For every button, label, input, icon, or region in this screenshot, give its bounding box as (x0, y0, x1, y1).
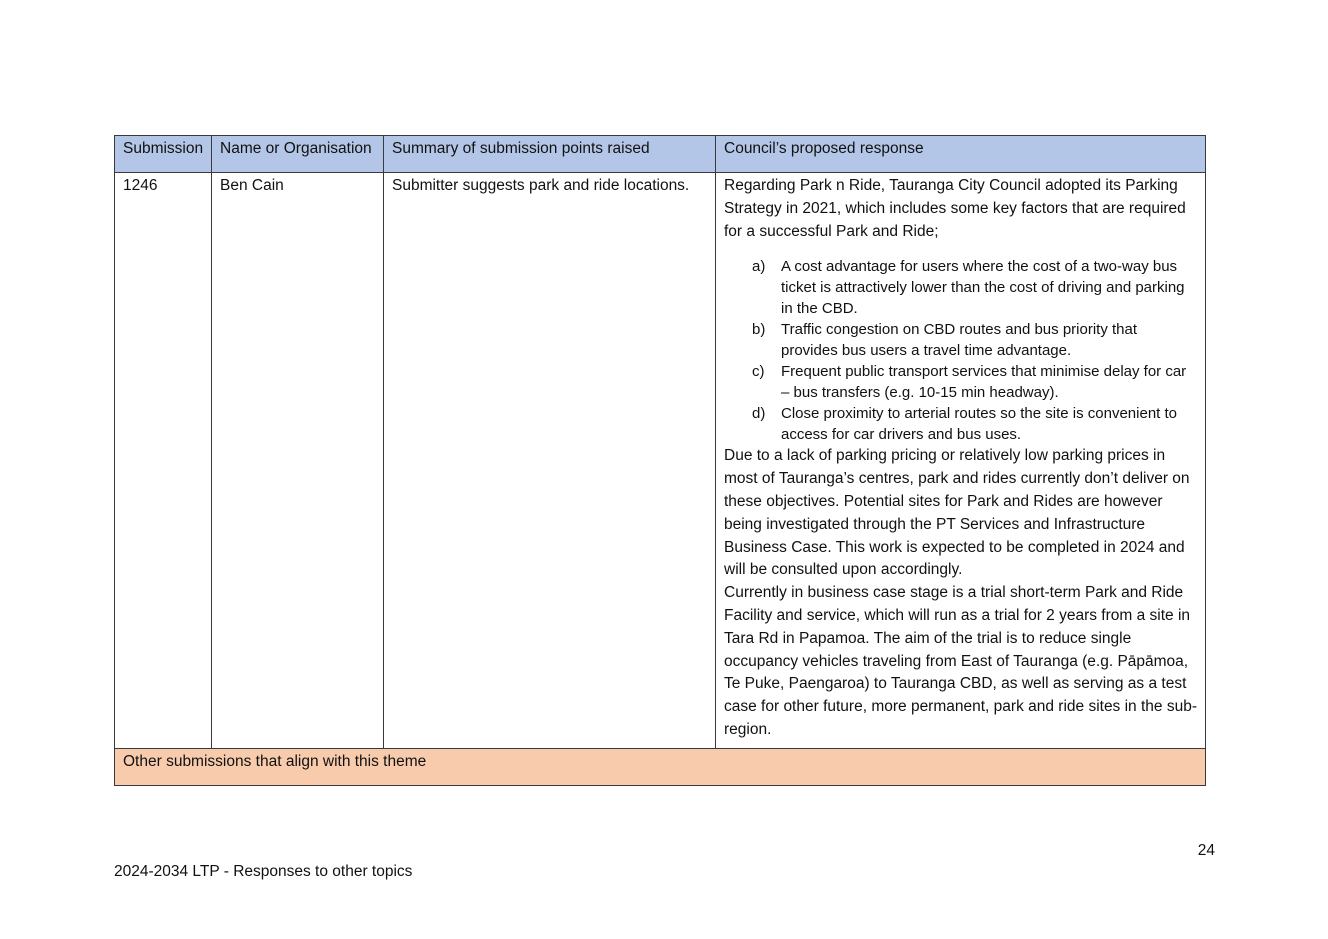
cell-submitter-name: Ben Cain (212, 173, 384, 749)
cell-submission-summary: Submitter suggests park and ride locations. (384, 173, 716, 749)
theme-row-label: Other submissions that align with this theme (115, 748, 1206, 785)
list-marker: a) (752, 258, 766, 276)
list-item (724, 403, 1197, 445)
list-item-text: Frequent public transport services that minimise delay for car – bus transfers (e.g. 10-15 min headway). (781, 363, 1187, 402)
cell-submission-number: 1246 (115, 173, 212, 749)
submissions-table (114, 135, 1206, 786)
response-factor-list (724, 256, 1197, 445)
header-summary: Summary of submission points raised (384, 136, 716, 173)
list-item (724, 361, 1197, 403)
list-item-text: A cost advantage for users where the cost of a two-way bus ticket is attractively lower than the cost of driving and parking in the CBD. (781, 258, 1185, 318)
response-paragraph-2: Due to a lack of parking pricing or relatively low parking prices in most of Tauranga’s centres, park and rides currently don’t deliver on these objectives. Potential sites for Park and Rides are however being investigated through the PT Services and Infrastructure Business Case. This work is expected to be completed in 2024 and will be consulted upon accordingly. (724, 447, 1190, 579)
table-header-row (115, 136, 1206, 173)
header-submission: Submission (115, 136, 212, 173)
footer-document-title: 2024-2034 LTP - Responses to other topics (114, 863, 413, 880)
list-marker: c) (752, 363, 765, 381)
page-number: 24 (1197, 842, 1215, 859)
theme-row (115, 748, 1206, 785)
response-intro: Regarding Park n Ride, Tauranga City Council adopted its Parking Strategy in 2021, which includes some key factors that are required for a successful Park and Ride; (724, 177, 1186, 240)
list-item (724, 319, 1197, 361)
list-item-text: Close proximity to arterial routes so the site is convenient to access for car drivers and bus uses. (781, 405, 1178, 444)
list-marker: d) (752, 405, 766, 423)
header-name-or-organisation: Name or Organisation (212, 136, 384, 173)
list-marker: b) (752, 321, 766, 339)
cell-council-response (716, 173, 1206, 749)
header-council-response: Council’s proposed response (716, 136, 1206, 173)
list-item (724, 256, 1197, 319)
table-row (115, 173, 1206, 749)
list-item-text: Traffic congestion on CBD routes and bus priority that provides bus users a travel time advantage. (781, 321, 1138, 360)
response-paragraph-3: Currently in business case stage is a trial short-term Park and Ride Facility and service, which will run as a trial for 2 years from a site in Tara Rd in Papamoa. The aim of the trial is to reduce single occupancy vehicles traveling from East of Tauranga (e.g. Pāpāmoa, Te Puke, Paengaroa) to Tauranga CBD, as well as serving as a test case for other future, more permanent, park and ride sites in the sub-region. (724, 584, 1197, 738)
